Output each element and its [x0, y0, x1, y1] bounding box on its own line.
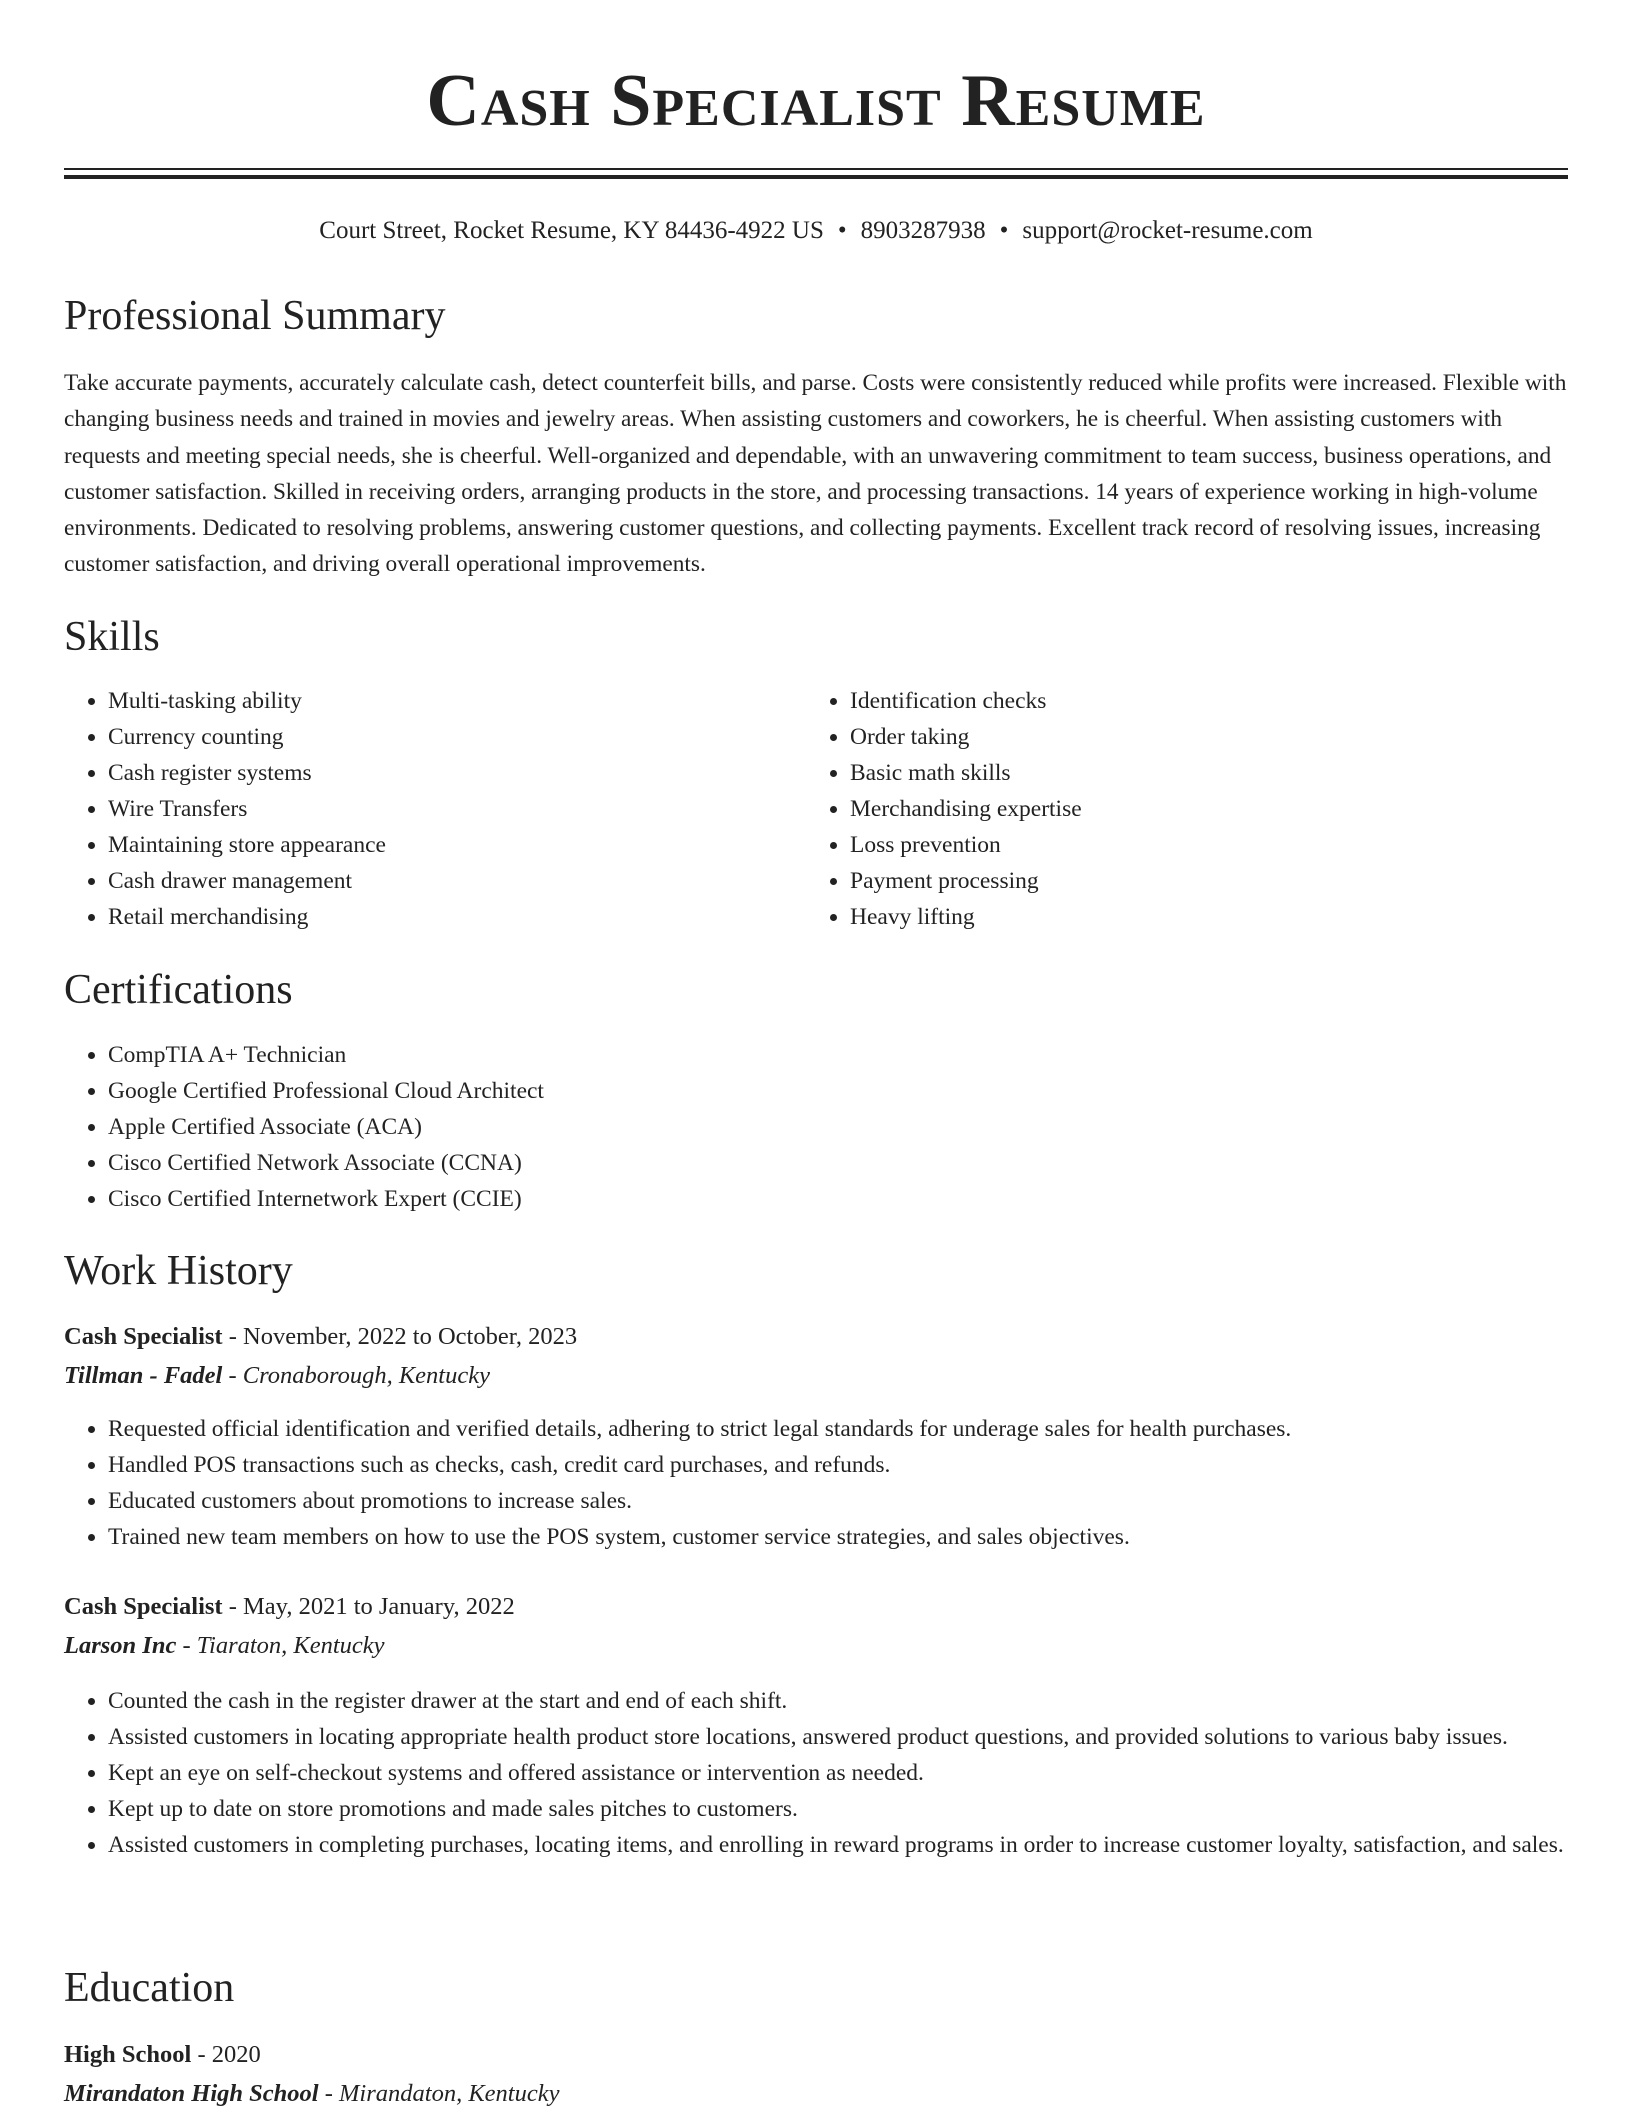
list-item: • Kept up to date on store promotions and made sales pitches to customers. — [108, 1791, 1568, 1827]
skills-list-left — [64, 683, 798, 935]
list-item: • Maintaining store appearance — [108, 827, 798, 863]
certifications-list — [64, 1037, 1568, 1217]
job-title: Cash Specialist — [64, 1593, 223, 1620]
education-heading: Education — [64, 1965, 235, 2011]
skills-heading: Skills — [64, 614, 160, 660]
contact-separator: • — [999, 217, 1009, 244]
list-item: • Multi-tasking ability — [108, 683, 798, 719]
education-school-line — [64, 2077, 559, 2111]
list-item: • Currency counting — [108, 719, 798, 755]
job-company-line — [64, 1629, 385, 1663]
contact-email: support@rocket-resume.com — [1022, 217, 1313, 244]
contact-phone: 8903287938 — [860, 217, 986, 244]
list-item: • Requested official identification and verified details, adhering to strict legal standards for underage sales for health purchases. — [108, 1411, 1568, 1447]
job-company: Tillman - Fadel — [64, 1362, 223, 1389]
list-item: • Educated customers about promotions to increase sales. — [108, 1483, 1568, 1519]
list-item: • Order taking — [850, 719, 1550, 755]
list-item: • Google Certified Professional Cloud Architect — [108, 1073, 1568, 1109]
job-duties-list — [64, 1411, 1568, 1555]
certifications-heading: Certifications — [64, 967, 293, 1013]
list-item: • Trained new team members on how to use the POS system, customer service strategies, and sales objectives. — [108, 1519, 1568, 1555]
education-degree-line — [64, 2038, 261, 2072]
title-divider-thick — [64, 175, 1568, 179]
job-company: Larson Inc — [64, 1632, 177, 1659]
list-item: • CompTIA A+ Technician — [108, 1037, 1568, 1073]
education-degree: High School — [64, 2041, 192, 2068]
work-history-heading: Work History — [64, 1248, 293, 1294]
page-title: Cash Specialist Resume — [426, 60, 1206, 142]
list-item: • Identification checks — [850, 683, 1550, 719]
list-item: • Payment processing — [850, 863, 1550, 899]
list-item: • Loss prevention — [850, 827, 1550, 863]
job-dates: - May, 2021 to January, 2022 — [228, 1593, 515, 1620]
summary-heading: Professional Summary — [64, 293, 446, 339]
contact-separator: • — [837, 217, 847, 244]
list-item: • Cash drawer management — [108, 863, 798, 899]
job-title-line — [64, 1590, 515, 1624]
job-dates: - November, 2022 to October, 2023 — [228, 1323, 578, 1350]
list-item: • Retail merchandising — [108, 899, 798, 935]
list-item: • Assisted customers in locating appropriate health product store locations, answered product questions, and provided solutions to various baby issues. — [108, 1719, 1568, 1755]
job-title-line — [64, 1320, 577, 1354]
education-year: - 2020 — [197, 2041, 261, 2068]
list-item: • Heavy lifting — [850, 899, 1550, 935]
contact-line — [0, 214, 1632, 248]
list-item: • Cisco Certified Network Associate (CCNA) — [108, 1145, 1568, 1181]
job-duties-list — [64, 1683, 1568, 1863]
summary-text: Take accurate payments, accurately calculate cash, detect counterfeit bills, and parse. Costs were consistently reduced while profits were increased. Flexible with changing business needs and trained in movies and jewelry areas. When assisting customers and coworkers, he is cheerful. When assisting customers with requests and meeting special needs, she is cheerful. Well-organized and dependable, with an unwavering commitment to team success, business operations, and customer satisfaction. Skilled in receiving orders, arranging products in the store, and processing transactions. 14 years of experience working in high-volume environments. Dedicated to resolving problems, answering customer questions, and collecting payments. Excellent track record of resolving issues, increasing customer satisfaction, and driving overall operational improvements. — [64, 370, 1567, 578]
education-school: Mirandaton High School — [64, 2080, 319, 2107]
list-item: • Wire Transfers — [108, 791, 798, 827]
list-item: • Kept an eye on self-checkout systems and offered assistance or intervention as needed. — [108, 1755, 1568, 1791]
job-location: - Tiaraton, Kentucky — [182, 1632, 385, 1659]
list-item: • Handled POS transactions such as checks, cash, credit card purchases, and refunds. — [108, 1447, 1568, 1483]
title-divider-thin — [64, 168, 1568, 170]
skills-list-right — [806, 683, 1550, 935]
list-item: • Merchandising expertise — [850, 791, 1550, 827]
list-item: • Basic math skills — [850, 755, 1550, 791]
list-item: • Assisted customers in completing purchases, locating items, and enrolling in reward programs in order to increase customer loyalty, satisfaction, and sales. — [108, 1827, 1568, 1863]
education-location: - Mirandaton, Kentucky — [324, 2080, 560, 2107]
list-item: • Counted the cash in the register drawer at the start and end of each shift. — [108, 1683, 1568, 1719]
contact-address: Court Street, Rocket Resume, KY 84436-4922 US — [319, 217, 824, 244]
job-title: Cash Specialist — [64, 1323, 223, 1350]
list-item: • Cisco Certified Internetwork Expert (CCIE) — [108, 1181, 1568, 1217]
list-item: • Apple Certified Associate (ACA) — [108, 1109, 1568, 1145]
job-company-line — [64, 1359, 490, 1393]
job-location: - Cronaborough, Kentucky — [228, 1362, 490, 1389]
list-item: • Cash register systems — [108, 755, 798, 791]
